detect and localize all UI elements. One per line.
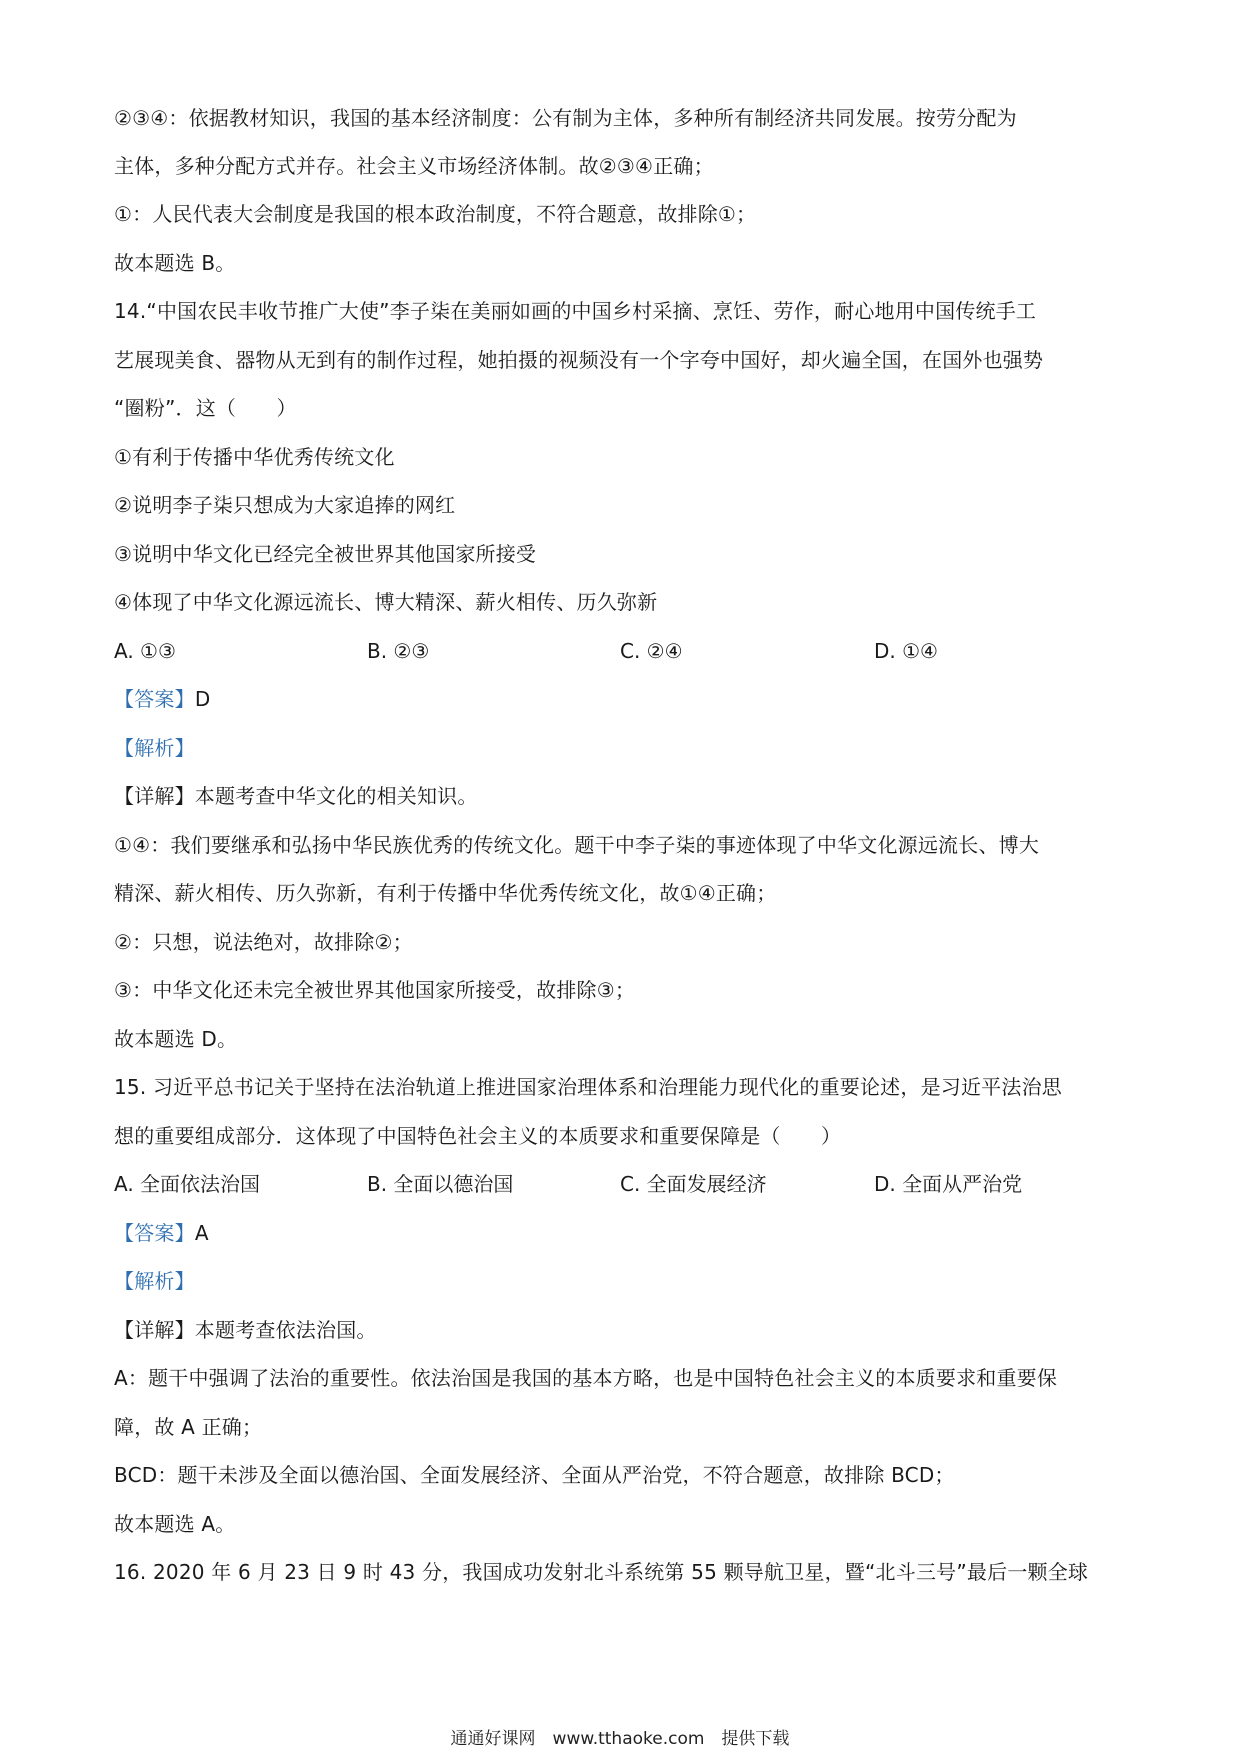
q15-answer-tag: 【答案】 bbox=[114, 1221, 195, 1245]
q14-option-a: A. ①③ bbox=[114, 639, 176, 663]
q16-stem-line-1: 16. 2020 年 6 月 23 日 9 时 43 分，我国成功发射北斗系统第 55 颗导航卫星，暨“北斗三号”最后一颗全球 bbox=[114, 1560, 1089, 1584]
q14-conclusion: 故本题选 D。 bbox=[114, 1027, 238, 1051]
q15-option-b: B. 全面以德治国 bbox=[367, 1172, 514, 1196]
q14-option-d: D. ①④ bbox=[874, 639, 938, 663]
page-footer: 通通好课网 www.tthaoke.com 提供下载 bbox=[450, 1729, 790, 1749]
q14-answer-line bbox=[114, 684, 1134, 714]
q15-explanation-line-2: 障，故 A 正确； bbox=[114, 1415, 263, 1439]
q14-statement-2: ②说明李子柒只想成为大家追捧的网红 bbox=[114, 493, 456, 517]
q15-options bbox=[114, 1169, 1134, 1199]
q15-stem-line-1: 15. 习近平总书记关于坚持在法治轨道上推进国家治理体系和治理能力现代化的重要论述，是习近平法治思 bbox=[114, 1075, 1062, 1099]
q15-stem-line-2: 想的重要组成部分．这体现了中国特色社会主义的本质要求和重要保障是（ ） bbox=[114, 1124, 842, 1148]
q14-analysis-tag: 【解析】 bbox=[114, 736, 195, 760]
q15-detail: 【详解】本题考查依法治国。 bbox=[114, 1318, 377, 1342]
q15-explanation-line-1: A：题干中强调了法治的重要性。依法治国是我国的基本方略，也是中国特色社会主义的本质要求和重要保 bbox=[114, 1366, 1058, 1390]
q15-option-d: D. 全面从严治党 bbox=[874, 1172, 1023, 1196]
q14-stem-line-3: “圈粉”．这（ ） bbox=[114, 396, 297, 420]
q14-explanation-line-3: ②：只想，说法绝对，故排除②； bbox=[114, 930, 413, 954]
q14-analysis-line bbox=[114, 733, 1134, 763]
q14-stem-line-2: 艺展现美食、器物从无到有的制作过程，她拍摄的视频没有一个字夸中国好，却火遍全国，在国外也强势 bbox=[114, 348, 1044, 372]
q14-explanation-line-4: ③：中华文化还未完全被世界其他国家所接受，故排除③； bbox=[114, 978, 636, 1002]
prev-explanation-line-1: ②③④：依据教材知识，我国的基本经济制度：公有制为主体，多种所有制经济共同发展。按劳分配为 bbox=[114, 106, 1017, 130]
q14-answer-tag: 【答案】 bbox=[114, 687, 195, 711]
q15-option-c: C. 全面发展经济 bbox=[620, 1172, 767, 1196]
q14-explanation-line-1: ①④：我们要继承和弘扬中华民族优秀的传统文化。题干中李子柒的事迹体现了中华文化源远流长、博大 bbox=[114, 833, 1040, 857]
q14-detail: 【详解】本题考查中华文化的相关知识。 bbox=[114, 784, 478, 808]
q15-answer-line bbox=[114, 1218, 1134, 1248]
prev-explanation-line-2: 主体，多种分配方式并存。社会主义市场经济体制。故②③④正确； bbox=[114, 154, 714, 178]
q14-option-b: B. ②③ bbox=[367, 639, 430, 663]
prev-conclusion: 故本题选 B。 bbox=[114, 251, 236, 275]
q14-answer: D bbox=[194, 687, 211, 711]
q14-options bbox=[114, 636, 1134, 666]
prev-explanation-line-3: ①：人民代表大会制度是我国的根本政治制度，不符合题意，故排除①； bbox=[114, 202, 757, 226]
q14-statement-1: ①有利于传播中华优秀传统文化 bbox=[114, 445, 395, 469]
q14-statement-4: ④体现了中华文化源远流长、博大精深、薪火相传、历久弥新 bbox=[114, 590, 658, 614]
q14-stem-line-1: 14.“中国农民丰收节推广大使”李子柒在美丽如画的中国乡村采摘、烹饪、劳作，耐心地用中国传统手工 bbox=[114, 299, 1037, 323]
q15-analysis-line bbox=[114, 1266, 1134, 1296]
q14-option-c: C. ②④ bbox=[620, 639, 683, 663]
q15-conclusion: 故本题选 A。 bbox=[114, 1512, 236, 1536]
q15-answer: A bbox=[194, 1221, 209, 1245]
q15-analysis-tag: 【解析】 bbox=[114, 1269, 195, 1293]
q15-option-a: A. 全面依法治国 bbox=[114, 1172, 261, 1196]
q14-explanation-line-2: 精深、薪火相传、历久弥新，有利于传播中华优秀传统文化，故①④正确； bbox=[114, 881, 777, 905]
q14-statement-3: ③说明中华文化已经完全被世界其他国家所接受 bbox=[114, 542, 537, 566]
q15-explanation-line-3: BCD：题干未涉及全面以德治国、全面发展经济、全面从严治党，不符合题意，故排除 BCD； bbox=[114, 1463, 955, 1487]
